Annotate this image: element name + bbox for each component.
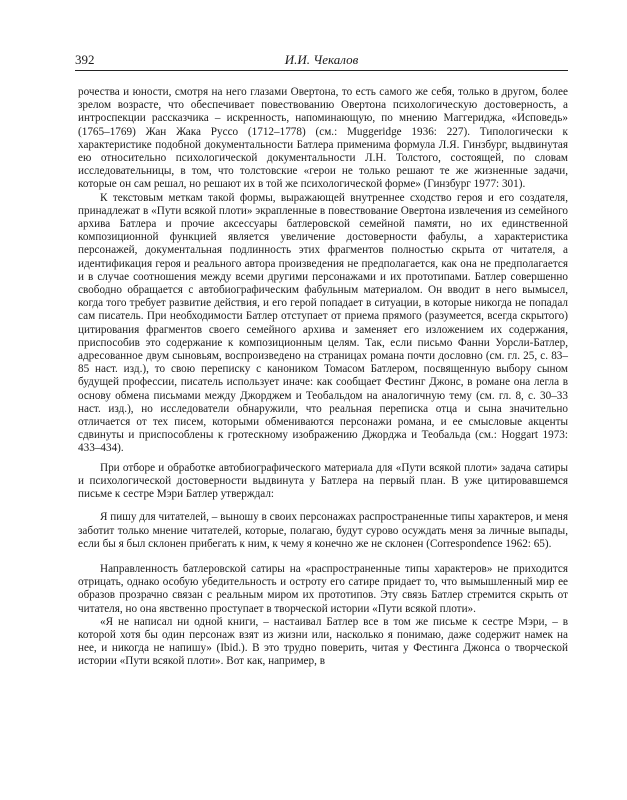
paragraph: Направленность батлеровской сатиры на «распространенные типы характеров» не приходится отрицать, однако особую убедительность и остроту его сатире придает то, что вымышленный мир ее образов прозрачно связан с реальным миром их прототипов. Эту связь Батлер стремится скрыть от читателя, но она явственно проступает в творческой истории «Пути всякой плоти». bbox=[78, 562, 568, 615]
running-head: И.И. Чекалов bbox=[284, 52, 359, 67]
page-number: 392 bbox=[75, 52, 95, 67]
page-header bbox=[75, 48, 568, 71]
paragraph: К текстовым меткам такой формы, выражающей внутреннее сходство героя и его создателя, принадлежат в «Пути всякой плоти» экрапленные в повествование Овертона извлечения из семейного архива Батлера и прочие аксессуары батлеровской семейной памяти, но их единственной композиционной функцией является увеличение достоверности фабулы, а характеристика персонажей, документальная подлинность этих фрагментов полностью скрыта от читателя, а идентификация героя и реального автора произведения не предполагается, как она не предполагается и в случае соотношения между всеми другими персонажами и их прототипами. Батлер совершенно свободно обращается с автобиографическим фабульным материалом. Он вводит в него вымысел, когда того требует развитие действия, и его герой попадает в ситуации, в которые никогда не попадал сам писатель. При необходимости Батлер отступает от приема прямого (разумеется, всегда скрытого) цитирования фрагментов своего семейного архива и заменяет его изложением их содержания, приспособив это содержание к композиционным целям. Так, если письмо Фанни Уорсли-Батлер, адресованное двум сыновьям, воспроизведено на страницах романа почти дословно (см. гл. 25, с. 83–85 наст. изд.), то свою переписку с каноником Томасом Батлером, посвященную выбору сыном будущей профессии, писатель использует иначе: как сообщает Фестинг Джонс, в романе она легла в основу обмена письмами между Джорджем и Теобальдом на аналогичную тему (см. гл. 8, с. 30–33 наст. изд.), но исследователи обнаружили, что реальная переписка отца и сына значительно отличается от тех писем, которыми обмениваются персонажи романа, и ее смысловые акценты сдвинуты и приспособлены к гротескному изображению Джорджа и Теобальда (см.: Hoggart 1973: 433–434). bbox=[78, 191, 568, 455]
block-quote: Я пишу для читателей, – выношу в своих персонажах распространенные типы характеров, и меня заботит только мнение читателей, которые, полагаю, будут сурово осуждать меня за личные выпады, если бы я был склонен прибегать к ним, к чему я конечно же не склонен (Correspondence 1962: 65). bbox=[78, 511, 568, 550]
paragraph: При отборе и обработке автобиографического материала для «Пути всякой плоти» задача сатиры и психологической достоверности выдвинута у Батлера на первый план. В уже цитировавшемся письме к сестре Мэри Батлер утверждал: bbox=[78, 461, 568, 501]
page-body bbox=[78, 86, 568, 669]
paragraph: «Я не написал ни одной книги, – настаивал Батлер все в том же письме к сестре Мэри, – в которой хотя бы один персонаж взят из жизни или, насколько я понимаю, даже содержит намек на нее, и никогда не напишу» (Ibid.). В это трудно поверить, читая у Фестинга Джонса о творческой истории «Пути всякой плоти». Вот как, например, в bbox=[78, 615, 568, 668]
paragraph: рочества и юности, смотря на него глазами Овертона, то есть самого же себя, только в другом, более зрелом возрасте, что обеспечивает повествованию Овертона психологическую достоверность, а интроспекции рассказчика – искренность, напоминающую, по мнению Маггериджа, «Исповедь» (1765–1769) Жан Жака Руссо (1712–1778) (см.: Muggeridge 1936: 227). Типологически к характеристике подобной документальности Батлера применима формула Л.Я. Гинзбург, выдвинутая ею относительно психологической документальности Л.Н. Толстого, состоящей, по словам исследовательницы, в том, что толстовские «герои не только решают те же жизненные задачи, которые он сам решал, но решают их в той же психологической форме» (Гинзбург 1977: 301). bbox=[78, 86, 568, 191]
